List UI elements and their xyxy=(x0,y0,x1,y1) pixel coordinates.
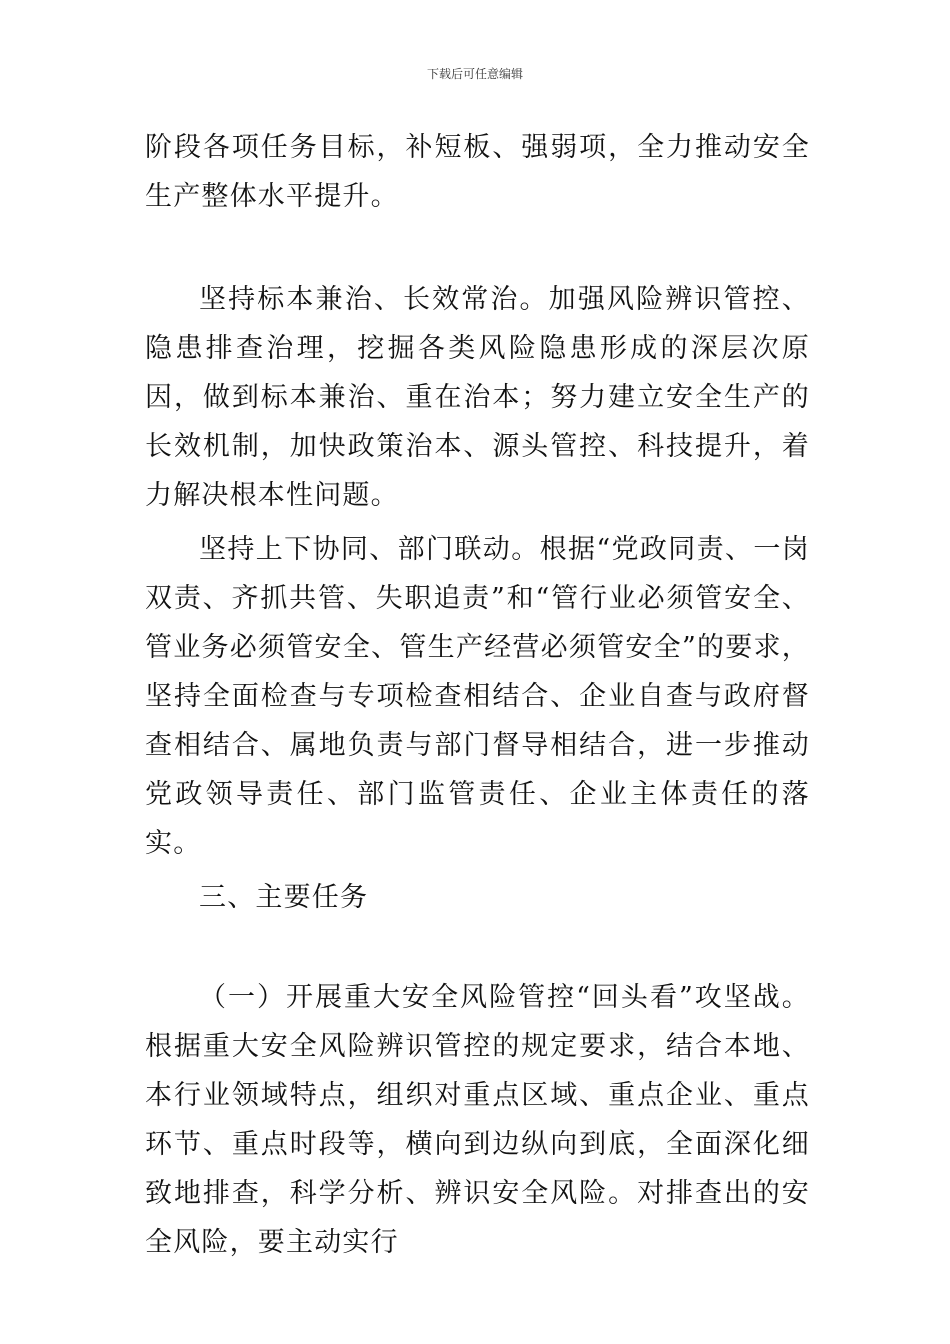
paragraph-continuation: 阶段各项任务目标，补短板、强弱项，全力推动安全生产整体水平提升。 xyxy=(145,132,810,212)
paragraph-coordination: 坚持上下协同、部门联动。根据“党政同责、一岗双责、齐抓共管、失职追责”和“管行业必须管安全、管业务必须管安全、管生产经营必须管安全”的要求，坚持全面检查与专项检查相结合、企业自查与政府督查相结合、属地负责与部门督导相结合，进一步推动党政领导责任、部门监管责任、企业主体责任的落实。 xyxy=(145,534,810,859)
paragraph-task-one: （一）开展重大安全风险管控“回头看”攻坚战。根据重大安全风险辨识管控的规定要求，结合本地、本行业领域特点，组织对重点区域、重点企业、重点环节、重点时段等，横向到边纵向到底，全面深化细致地排查，科学分析、辨识安全风险。对排查出的安全风险，要主动实行 xyxy=(145,982,810,1258)
section-heading: 三、主要任务 xyxy=(199,882,369,913)
paragraph-root-cause: 坚持标本兼治、长效常治。加强风险辨识管控、隐患排查治理，挖掘各类风险隐患形成的深层次原因，做到标本兼治、重在治本；努力建立安全生产的长效机制，加快政策治本、源头管控、科技提升，着力解决根本性问题。 xyxy=(145,284,810,511)
page-header-note: 下载后可任意编辑 xyxy=(426,67,523,81)
